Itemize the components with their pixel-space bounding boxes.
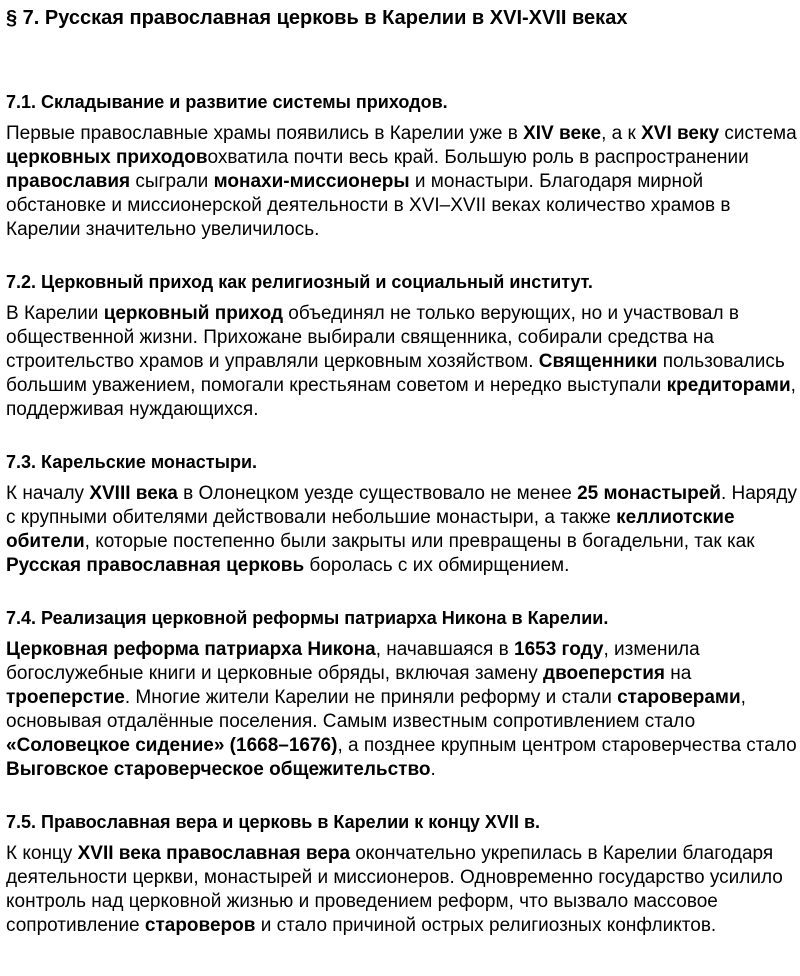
text-run: объединял не только верующих, но и участвовал в общественной жизни. Прихожане выбирали священника, собирали средства на строительство храмов и управляли церковным хозяйством. <box>6 303 739 372</box>
section-heading: 7.3. Карельские монастыри. <box>6 452 258 472</box>
emphasis-term: XVIII века <box>89 483 178 504</box>
text-run: окончательно укрепилась в Карелии благодаря деятельности церкви, монастырей и миссионеров. Одновременно государство усилило контроль над церковной жизнью и проведением реформ, что вызвало массовое сопротивление <box>6 843 783 936</box>
section-7-2 <box>6 270 798 422</box>
section-7-5 <box>6 810 798 938</box>
text-run: К концу <box>6 843 78 864</box>
text-run: , начавшаяся в <box>375 639 514 660</box>
text-run: сыграли <box>130 171 214 192</box>
emphasis-term: староверами <box>617 687 741 708</box>
page-title: § 7. Русская православная церковь в Карелии в XVI-XVII веках <box>6 7 628 29</box>
emphasis-term: Священники <box>538 351 658 372</box>
text-run: , а к <box>601 123 642 144</box>
section-heading: 7.4. Реализация церковной реформы патриарха Никона в Карелии. <box>6 608 609 628</box>
section-heading: 7.2. Церковный приход как религиозный и социальный институт. <box>6 272 593 292</box>
emphasis-term: кредиторами <box>666 375 791 396</box>
section-heading: 7.1. Складывание и развитие системы приходов. <box>6 92 448 112</box>
section-7-1 <box>6 90 798 242</box>
emphasis-term: монахи-миссионеры <box>213 171 410 192</box>
section-paragraph <box>6 482 798 578</box>
section-paragraph <box>6 638 798 782</box>
emphasis-term: двоеперстия <box>543 663 665 684</box>
text-run: , которые постепенно были закрыты или превращены в богадельни, так как <box>84 531 755 552</box>
emphasis-term: троеперстие <box>6 687 125 708</box>
text-run: охватила почти весь край. Большую роль в распространении <box>207 147 749 168</box>
section-7-4 <box>6 606 798 782</box>
text-run: . Наряду с крупными обителями действовали небольшие монастыри, а также <box>6 483 798 528</box>
text-run: на <box>664 663 692 684</box>
emphasis-term: православия <box>6 171 131 192</box>
emphasis-term: староверов <box>144 915 256 936</box>
emphasis-term: «Соловецкое сидение» (1668–1676) <box>6 735 338 756</box>
text-run: , поддерживая нуждающихся. <box>6 375 796 420</box>
emphasis-term: XIV веке <box>523 123 602 144</box>
emphasis-term: Русская православная церковь <box>6 555 305 576</box>
emphasis-term: церковных приходов <box>6 147 208 168</box>
section-paragraph <box>6 122 798 242</box>
section-paragraph <box>6 842 798 938</box>
text-run: пользовались большим уважением, помогали крестьянам советом и нередко выступали <box>6 351 785 396</box>
section-paragraph <box>6 302 798 422</box>
section-heading: 7.5. Православная вера и церковь в Карелии к концу XVII в. <box>6 812 541 832</box>
emphasis-term: XVI веку <box>641 123 720 144</box>
emphasis-term: Церковная реформа патриарха Никона <box>6 639 376 660</box>
section-7-3 <box>6 450 798 578</box>
text-run: в Олонецком уезде существовало не менее <box>177 483 578 504</box>
emphasis-term: келлиотские обители <box>6 507 735 552</box>
text-run: В Карелии <box>6 303 104 324</box>
emphasis-term: 1653 году <box>514 639 604 660</box>
text-run: система <box>719 123 797 144</box>
emphasis-term: церковный приход <box>103 303 284 324</box>
text-run: Первые православные храмы появились в Карелии уже в <box>6 123 524 144</box>
text-run: , изменила богослужебные книги и церковные обряды, включая замену <box>6 639 700 684</box>
emphasis-term: Выговское староверческое общежительство <box>6 759 431 780</box>
emphasis-term: XVII века православная вера <box>77 843 351 864</box>
text-run: К началу <box>6 483 90 504</box>
text-run: и монастыри. Благодаря мирной обстановке и миссионерской деятельности в XVI–XVII веках количество храмов в Карелии значительно увеличилось. <box>6 171 731 240</box>
text-run: , а позднее крупным центром староверчества стало <box>337 735 797 756</box>
text-run: , основывая отдалённые поселения. Самым известным сопротивлением стало <box>6 687 746 732</box>
emphasis-term: 25 монастырей <box>577 483 721 504</box>
text-run: и стало причиной острых религиозных конфликтов. <box>255 915 717 936</box>
text-run: боролась с их обмирщением. <box>304 555 570 576</box>
text-run: . <box>430 759 436 780</box>
text-run: . Многие жители Карелии не приняли реформу и стали <box>124 687 618 708</box>
